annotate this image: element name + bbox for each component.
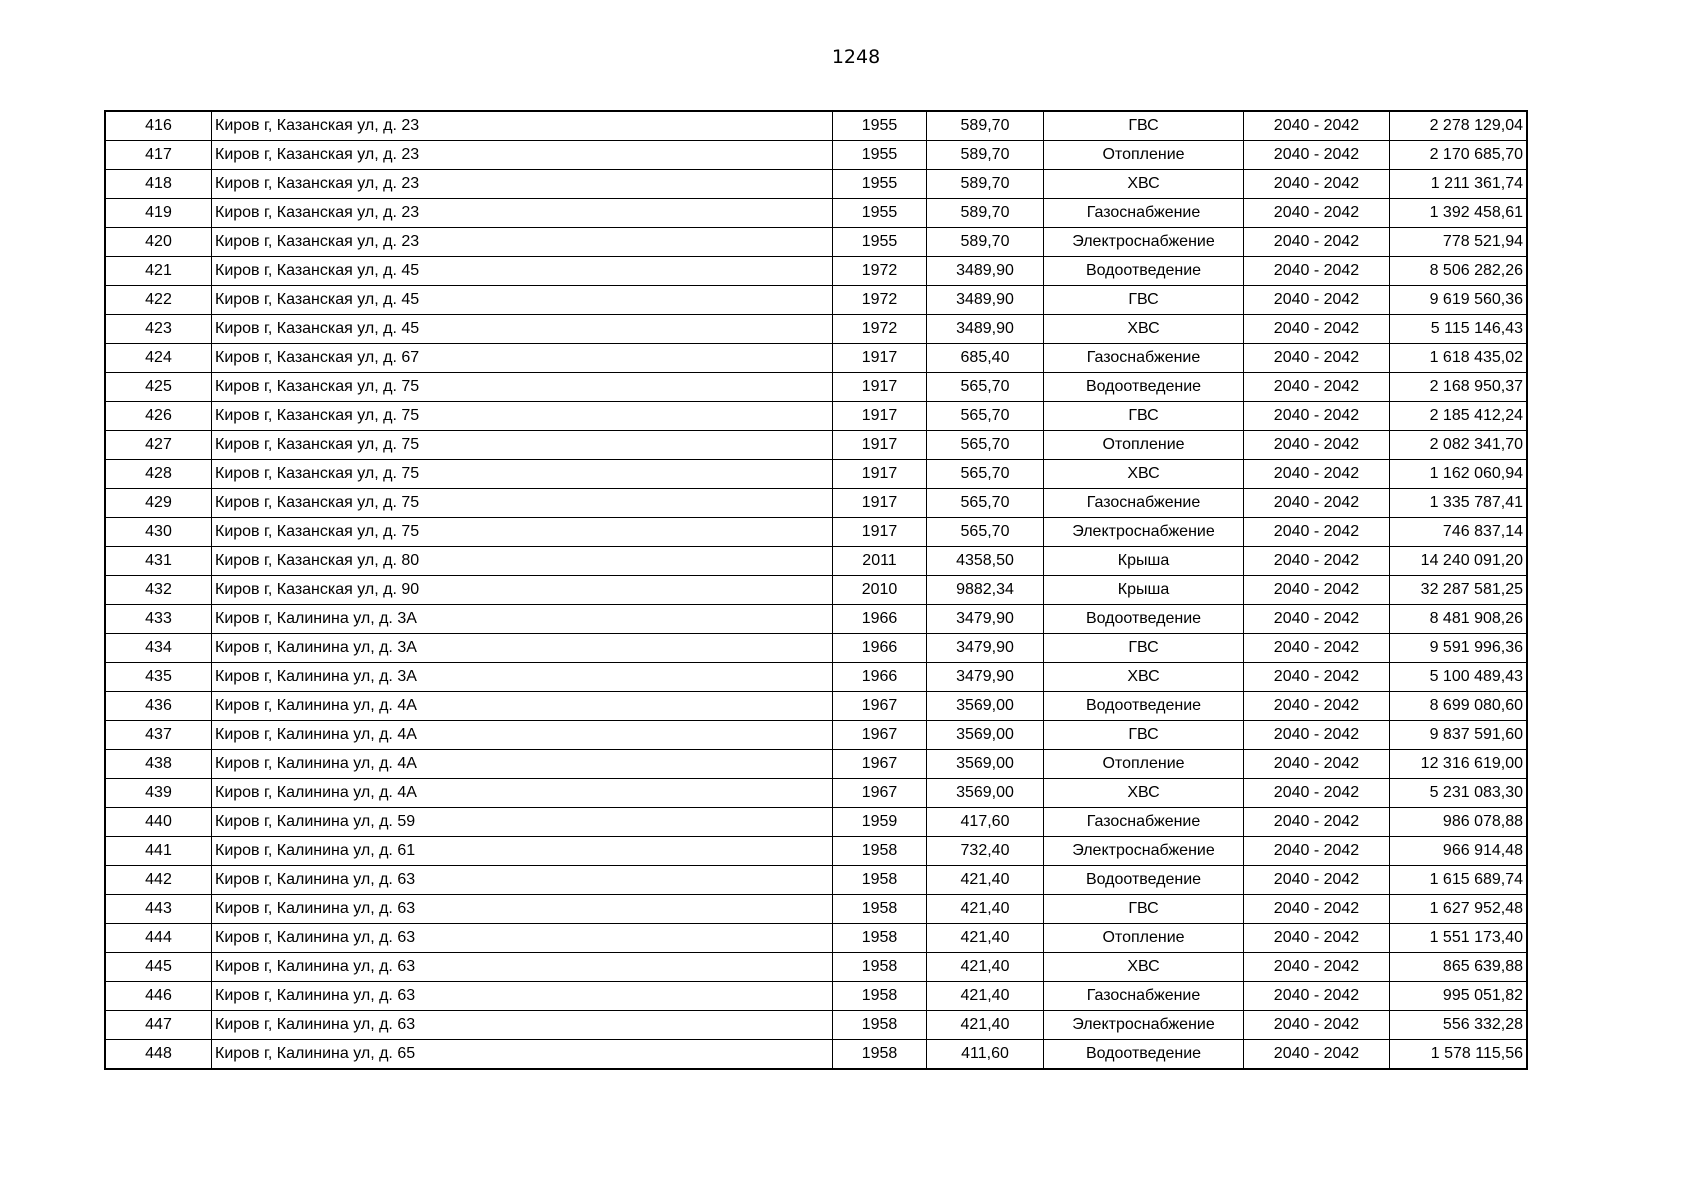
- year-cell: 1958: [833, 982, 927, 1011]
- cost-cell: 12 316 619,00: [1390, 750, 1528, 779]
- table-row: [105, 141, 1527, 170]
- cost-cell: 865 639,88: [1390, 953, 1528, 982]
- cost-cell: 1 392 458,61: [1390, 199, 1528, 228]
- area-cell: 589,70: [927, 228, 1044, 257]
- work-type-cell: Газоснабжение: [1044, 808, 1244, 837]
- address-cell: Киров г, Казанская ул, д. 23: [212, 141, 833, 170]
- table-row: [105, 692, 1527, 721]
- period-cell: 2040 - 2042: [1244, 111, 1390, 141]
- period-cell: 2040 - 2042: [1244, 170, 1390, 199]
- address-cell: Киров г, Казанская ул, д. 75: [212, 402, 833, 431]
- year-cell: 1955: [833, 111, 927, 141]
- year-cell: 2011: [833, 547, 927, 576]
- area-cell: 4358,50: [927, 547, 1044, 576]
- address-cell: Киров г, Калинина ул, д. 65: [212, 1040, 833, 1070]
- table-body: [105, 111, 1527, 1069]
- work-type-cell: Водоотведение: [1044, 257, 1244, 286]
- address-cell: Киров г, Казанская ул, д. 75: [212, 431, 833, 460]
- area-cell: 9882,34: [927, 576, 1044, 605]
- table-row: [105, 663, 1527, 692]
- address-cell: Киров г, Казанская ул, д. 45: [212, 257, 833, 286]
- registry-table: [104, 110, 1528, 1070]
- period-cell: 2040 - 2042: [1244, 199, 1390, 228]
- table-row: [105, 576, 1527, 605]
- work-type-cell: Водоотведение: [1044, 373, 1244, 402]
- cost-cell: 5 115 146,43: [1390, 315, 1528, 344]
- area-cell: 565,70: [927, 518, 1044, 547]
- work-type-cell: Электроснабжение: [1044, 837, 1244, 866]
- work-type-cell: Газоснабжение: [1044, 982, 1244, 1011]
- year-cell: 1958: [833, 837, 927, 866]
- address-cell: Киров г, Калинина ул, д. 3А: [212, 634, 833, 663]
- period-cell: 2040 - 2042: [1244, 141, 1390, 170]
- area-cell: 589,70: [927, 111, 1044, 141]
- row-number-cell: 419: [105, 199, 212, 228]
- row-number-cell: 441: [105, 837, 212, 866]
- row-number-cell: 420: [105, 228, 212, 257]
- row-number-cell: 422: [105, 286, 212, 315]
- table-row: [105, 170, 1527, 199]
- cost-cell: 1 335 787,41: [1390, 489, 1528, 518]
- area-cell: 3489,90: [927, 286, 1044, 315]
- area-cell: 3489,90: [927, 315, 1044, 344]
- row-number-cell: 431: [105, 547, 212, 576]
- year-cell: 1967: [833, 721, 927, 750]
- year-cell: 1955: [833, 199, 927, 228]
- address-cell: Киров г, Казанская ул, д. 45: [212, 315, 833, 344]
- address-cell: Киров г, Калинина ул, д. 3А: [212, 605, 833, 634]
- cost-cell: 1 618 435,02: [1390, 344, 1528, 373]
- row-number-cell: 425: [105, 373, 212, 402]
- year-cell: 1958: [833, 1040, 927, 1070]
- work-type-cell: ГВС: [1044, 721, 1244, 750]
- address-cell: Киров г, Калинина ул, д. 4А: [212, 692, 833, 721]
- year-cell: 1966: [833, 663, 927, 692]
- period-cell: 2040 - 2042: [1244, 1011, 1390, 1040]
- work-type-cell: Электроснабжение: [1044, 518, 1244, 547]
- period-cell: 2040 - 2042: [1244, 460, 1390, 489]
- row-number-cell: 421: [105, 257, 212, 286]
- work-type-cell: Отопление: [1044, 431, 1244, 460]
- row-number-cell: 423: [105, 315, 212, 344]
- page-number: 1248: [831, 46, 881, 68]
- cost-cell: 9 837 591,60: [1390, 721, 1528, 750]
- row-number-cell: 446: [105, 982, 212, 1011]
- table-row: [105, 779, 1527, 808]
- area-cell: 417,60: [927, 808, 1044, 837]
- period-cell: 2040 - 2042: [1244, 721, 1390, 750]
- address-cell: Киров г, Казанская ул, д. 45: [212, 286, 833, 315]
- period-cell: 2040 - 2042: [1244, 750, 1390, 779]
- period-cell: 2040 - 2042: [1244, 692, 1390, 721]
- address-cell: Киров г, Казанская ул, д. 23: [212, 199, 833, 228]
- row-number-cell: 437: [105, 721, 212, 750]
- period-cell: 2040 - 2042: [1244, 286, 1390, 315]
- table-row: [105, 431, 1527, 460]
- year-cell: 1917: [833, 431, 927, 460]
- area-cell: 3569,00: [927, 692, 1044, 721]
- row-number-cell: 429: [105, 489, 212, 518]
- period-cell: 2040 - 2042: [1244, 1040, 1390, 1070]
- address-cell: Киров г, Калинина ул, д. 63: [212, 924, 833, 953]
- year-cell: 1959: [833, 808, 927, 837]
- period-cell: 2040 - 2042: [1244, 895, 1390, 924]
- row-number-cell: 436: [105, 692, 212, 721]
- address-cell: Киров г, Калинина ул, д. 63: [212, 895, 833, 924]
- table-row: [105, 895, 1527, 924]
- cost-cell: 8 481 908,26: [1390, 605, 1528, 634]
- year-cell: 2010: [833, 576, 927, 605]
- address-cell: Киров г, Казанская ул, д. 67: [212, 344, 833, 373]
- row-number-cell: 440: [105, 808, 212, 837]
- work-type-cell: ХВС: [1044, 663, 1244, 692]
- year-cell: 1966: [833, 605, 927, 634]
- table-row: [105, 750, 1527, 779]
- year-cell: 1917: [833, 489, 927, 518]
- year-cell: 1958: [833, 924, 927, 953]
- cost-cell: 2 168 950,37: [1390, 373, 1528, 402]
- area-cell: 565,70: [927, 460, 1044, 489]
- year-cell: 1958: [833, 895, 927, 924]
- year-cell: 1917: [833, 373, 927, 402]
- period-cell: 2040 - 2042: [1244, 431, 1390, 460]
- table-row: [105, 460, 1527, 489]
- address-cell: Киров г, Калинина ул, д. 61: [212, 837, 833, 866]
- year-cell: 1967: [833, 750, 927, 779]
- period-cell: 2040 - 2042: [1244, 373, 1390, 402]
- period-cell: 2040 - 2042: [1244, 576, 1390, 605]
- table-row: [105, 257, 1527, 286]
- address-cell: Киров г, Казанская ул, д. 80: [212, 547, 833, 576]
- cost-cell: 1 162 060,94: [1390, 460, 1528, 489]
- cost-cell: 8 506 282,26: [1390, 257, 1528, 286]
- row-number-cell: 435: [105, 663, 212, 692]
- period-cell: 2040 - 2042: [1244, 228, 1390, 257]
- row-number-cell: 434: [105, 634, 212, 663]
- work-type-cell: Водоотведение: [1044, 866, 1244, 895]
- period-cell: 2040 - 2042: [1244, 518, 1390, 547]
- area-cell: 685,40: [927, 344, 1044, 373]
- work-type-cell: ХВС: [1044, 779, 1244, 808]
- cost-cell: 9 619 560,36: [1390, 286, 1528, 315]
- year-cell: 1972: [833, 286, 927, 315]
- year-cell: 1917: [833, 344, 927, 373]
- table-row: [105, 634, 1527, 663]
- work-type-cell: Отопление: [1044, 141, 1244, 170]
- cost-cell: 2 082 341,70: [1390, 431, 1528, 460]
- area-cell: 565,70: [927, 402, 1044, 431]
- row-number-cell: 424: [105, 344, 212, 373]
- row-number-cell: 430: [105, 518, 212, 547]
- cost-cell: 746 837,14: [1390, 518, 1528, 547]
- area-cell: 3569,00: [927, 779, 1044, 808]
- work-type-cell: Газоснабжение: [1044, 489, 1244, 518]
- table-row: [105, 605, 1527, 634]
- cost-cell: 778 521,94: [1390, 228, 1528, 257]
- address-cell: Киров г, Казанская ул, д. 23: [212, 170, 833, 199]
- row-number-cell: 433: [105, 605, 212, 634]
- table-row: [105, 953, 1527, 982]
- row-number-cell: 426: [105, 402, 212, 431]
- row-number-cell: 438: [105, 750, 212, 779]
- cost-cell: 2 185 412,24: [1390, 402, 1528, 431]
- table-row: [105, 924, 1527, 953]
- year-cell: 1972: [833, 257, 927, 286]
- address-cell: Киров г, Казанская ул, д. 75: [212, 460, 833, 489]
- row-number-cell: 416: [105, 111, 212, 141]
- work-type-cell: ХВС: [1044, 170, 1244, 199]
- cost-cell: 2 170 685,70: [1390, 141, 1528, 170]
- year-cell: 1958: [833, 953, 927, 982]
- address-cell: Киров г, Казанская ул, д. 23: [212, 111, 833, 141]
- area-cell: 3489,90: [927, 257, 1044, 286]
- area-cell: 3479,90: [927, 634, 1044, 663]
- table-row: [105, 808, 1527, 837]
- row-number-cell: 442: [105, 866, 212, 895]
- table-row: [105, 286, 1527, 315]
- work-type-cell: ГВС: [1044, 286, 1244, 315]
- work-type-cell: Газоснабжение: [1044, 344, 1244, 373]
- area-cell: 589,70: [927, 199, 1044, 228]
- address-cell: Киров г, Калинина ул, д. 4А: [212, 721, 833, 750]
- table-row: [105, 547, 1527, 576]
- table-row: [105, 228, 1527, 257]
- cost-cell: 986 078,88: [1390, 808, 1528, 837]
- period-cell: 2040 - 2042: [1244, 315, 1390, 344]
- work-type-cell: ГВС: [1044, 634, 1244, 663]
- area-cell: 3569,00: [927, 721, 1044, 750]
- row-number-cell: 443: [105, 895, 212, 924]
- cost-cell: 1 578 115,56: [1390, 1040, 1528, 1070]
- year-cell: 1955: [833, 170, 927, 199]
- table-row: [105, 721, 1527, 750]
- cost-cell: 5 100 489,43: [1390, 663, 1528, 692]
- period-cell: 2040 - 2042: [1244, 344, 1390, 373]
- year-cell: 1958: [833, 1011, 927, 1040]
- address-cell: Киров г, Казанская ул, д. 23: [212, 228, 833, 257]
- cost-cell: 8 699 080,60: [1390, 692, 1528, 721]
- work-type-cell: ХВС: [1044, 460, 1244, 489]
- year-cell: 1955: [833, 141, 927, 170]
- table-row: [105, 373, 1527, 402]
- row-number-cell: 448: [105, 1040, 212, 1070]
- address-cell: Киров г, Калинина ул, д. 63: [212, 982, 833, 1011]
- cost-cell: 9 591 996,36: [1390, 634, 1528, 663]
- table-row: [105, 837, 1527, 866]
- work-type-cell: Крыша: [1044, 576, 1244, 605]
- period-cell: 2040 - 2042: [1244, 808, 1390, 837]
- work-type-cell: Отопление: [1044, 924, 1244, 953]
- period-cell: 2040 - 2042: [1244, 953, 1390, 982]
- row-number-cell: 432: [105, 576, 212, 605]
- cost-cell: 1 551 173,40: [1390, 924, 1528, 953]
- year-cell: 1955: [833, 228, 927, 257]
- area-cell: 421,40: [927, 895, 1044, 924]
- area-cell: 421,40: [927, 982, 1044, 1011]
- address-cell: Киров г, Калинина ул, д. 4А: [212, 779, 833, 808]
- area-cell: 421,40: [927, 924, 1044, 953]
- work-type-cell: Крыша: [1044, 547, 1244, 576]
- work-type-cell: ГВС: [1044, 895, 1244, 924]
- cost-cell: 14 240 091,20: [1390, 547, 1528, 576]
- period-cell: 2040 - 2042: [1244, 663, 1390, 692]
- work-type-cell: Отопление: [1044, 750, 1244, 779]
- area-cell: 565,70: [927, 489, 1044, 518]
- cost-cell: 2 278 129,04: [1390, 111, 1528, 141]
- work-type-cell: ХВС: [1044, 953, 1244, 982]
- table-row: [105, 1040, 1527, 1070]
- year-cell: 1967: [833, 692, 927, 721]
- work-type-cell: Водоотведение: [1044, 1040, 1244, 1070]
- area-cell: 3479,90: [927, 663, 1044, 692]
- work-type-cell: Водоотведение: [1044, 692, 1244, 721]
- work-type-cell: ГВС: [1044, 402, 1244, 431]
- row-number-cell: 427: [105, 431, 212, 460]
- period-cell: 2040 - 2042: [1244, 779, 1390, 808]
- table-row: [105, 982, 1527, 1011]
- area-cell: 3569,00: [927, 750, 1044, 779]
- table-row: [105, 199, 1527, 228]
- table-row: [105, 402, 1527, 431]
- area-cell: 732,40: [927, 837, 1044, 866]
- period-cell: 2040 - 2042: [1244, 257, 1390, 286]
- period-cell: 2040 - 2042: [1244, 982, 1390, 1011]
- address-cell: Киров г, Казанская ул, д. 90: [212, 576, 833, 605]
- year-cell: 1917: [833, 402, 927, 431]
- area-cell: 411,60: [927, 1040, 1044, 1070]
- year-cell: 1967: [833, 779, 927, 808]
- year-cell: 1966: [833, 634, 927, 663]
- table-row: [105, 315, 1527, 344]
- table-row: [105, 489, 1527, 518]
- address-cell: Киров г, Калинина ул, д. 4А: [212, 750, 833, 779]
- period-cell: 2040 - 2042: [1244, 402, 1390, 431]
- row-number-cell: 445: [105, 953, 212, 982]
- address-cell: Киров г, Калинина ул, д. 63: [212, 866, 833, 895]
- year-cell: 1917: [833, 460, 927, 489]
- work-type-cell: Газоснабжение: [1044, 199, 1244, 228]
- table-row: [105, 866, 1527, 895]
- row-number-cell: 447: [105, 1011, 212, 1040]
- table-row: [105, 111, 1527, 141]
- row-number-cell: 444: [105, 924, 212, 953]
- area-cell: 3479,90: [927, 605, 1044, 634]
- row-number-cell: 418: [105, 170, 212, 199]
- table-row: [105, 518, 1527, 547]
- area-cell: 421,40: [927, 866, 1044, 895]
- cost-cell: 1 211 361,74: [1390, 170, 1528, 199]
- area-cell: 421,40: [927, 953, 1044, 982]
- address-cell: Киров г, Калинина ул, д. 3А: [212, 663, 833, 692]
- year-cell: 1958: [833, 866, 927, 895]
- cost-cell: 1 627 952,48: [1390, 895, 1528, 924]
- table-row: [105, 1011, 1527, 1040]
- area-cell: 589,70: [927, 170, 1044, 199]
- period-cell: 2040 - 2042: [1244, 866, 1390, 895]
- address-cell: Киров г, Казанская ул, д. 75: [212, 518, 833, 547]
- area-cell: 589,70: [927, 141, 1044, 170]
- period-cell: 2040 - 2042: [1244, 605, 1390, 634]
- work-type-cell: Водоотведение: [1044, 605, 1244, 634]
- period-cell: 2040 - 2042: [1244, 489, 1390, 518]
- area-cell: 565,70: [927, 431, 1044, 460]
- cost-cell: 995 051,82: [1390, 982, 1528, 1011]
- address-cell: Киров г, Калинина ул, д. 63: [212, 953, 833, 982]
- cost-cell: 1 615 689,74: [1390, 866, 1528, 895]
- area-cell: 421,40: [927, 1011, 1044, 1040]
- work-type-cell: ХВС: [1044, 315, 1244, 344]
- period-cell: 2040 - 2042: [1244, 924, 1390, 953]
- table-row: [105, 344, 1527, 373]
- work-type-cell: Электроснабжение: [1044, 228, 1244, 257]
- row-number-cell: 428: [105, 460, 212, 489]
- year-cell: 1972: [833, 315, 927, 344]
- address-cell: Киров г, Калинина ул, д. 59: [212, 808, 833, 837]
- period-cell: 2040 - 2042: [1244, 547, 1390, 576]
- area-cell: 565,70: [927, 373, 1044, 402]
- address-cell: Киров г, Калинина ул, д. 63: [212, 1011, 833, 1040]
- row-number-cell: 417: [105, 141, 212, 170]
- cost-cell: 966 914,48: [1390, 837, 1528, 866]
- row-number-cell: 439: [105, 779, 212, 808]
- period-cell: 2040 - 2042: [1244, 837, 1390, 866]
- work-type-cell: Электроснабжение: [1044, 1011, 1244, 1040]
- year-cell: 1917: [833, 518, 927, 547]
- cost-cell: 556 332,28: [1390, 1011, 1528, 1040]
- cost-cell: 5 231 083,30: [1390, 779, 1528, 808]
- period-cell: 2040 - 2042: [1244, 634, 1390, 663]
- address-cell: Киров г, Казанская ул, д. 75: [212, 489, 833, 518]
- work-type-cell: ГВС: [1044, 111, 1244, 141]
- address-cell: Киров г, Казанская ул, д. 75: [212, 373, 833, 402]
- cost-cell: 32 287 581,25: [1390, 576, 1528, 605]
